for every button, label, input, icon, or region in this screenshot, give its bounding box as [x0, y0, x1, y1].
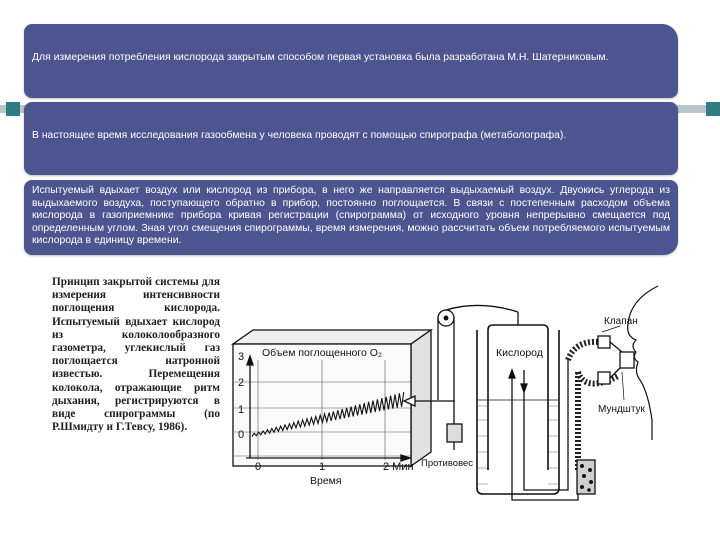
x-tick-1: 1 [319, 461, 326, 473]
x-axis-label: Время [310, 475, 342, 487]
label-valve: Клапан [604, 316, 638, 327]
x-tick-2: 2 Мин [383, 461, 414, 473]
x-tick-0: 0 [255, 461, 262, 473]
mouthpiece [620, 352, 634, 368]
cord-top [446, 305, 518, 312]
tube-inner [524, 360, 568, 490]
y-tick-1: 1 [238, 404, 245, 416]
y-tick-2: 2 [238, 377, 245, 389]
label-mouthpiece: Мундштук [598, 404, 645, 415]
soda-lime-canister [577, 460, 595, 494]
water-hatching [478, 406, 558, 484]
y-tick-3: 3 [238, 351, 245, 363]
label-counterweight: Противовес [421, 458, 474, 469]
text-block-2: В настоящее время исследования газообмена у человека проводят с помощью спирографа (метаболографа). [24, 102, 678, 175]
valve-upper [598, 336, 610, 348]
y-tick-0: 0 [238, 429, 245, 441]
counterweight [447, 424, 462, 442]
drum-top-face [233, 330, 431, 344]
valve-lower [598, 372, 610, 384]
text-block-3: Испытуемый вдыхает воздух или кислород из прибора, в него же направляется выдыхаемый воздух. Двуокись углерода из выдыхаемого воздуха, поступающего обратно в прибор, постоянно поглощается. В связи с постепенным расходом объема кислорода в газоприемнике прибора кривая регистрации (спирограмма) от исходного уровня непрерывно смещается под определенным углом. Зная угол смещения спирограммы, время измерения, можно рассчитать объем потребляемого испытуемым кислорода в единицу времени. [24, 180, 678, 255]
label-oxygen: Кислород [496, 347, 543, 359]
y-axis-label: Объем поглощенного O₂ [262, 347, 382, 359]
figure-caption: Принцип закрытой системы для измерения интенсивности поглощения кислорода. Испытуемый вдыхает кислород из колоколообразного газометра, углекислый газ поглощается натронной известью. Перемещения колокола, отражающие ритм дыхания, регистрируются в виде спирограммы (по Р.Шмидту и Г.Тевсу, 1986). [52, 276, 220, 434]
text-block-1: Для измерения потребления кислорода закрытым способом первая установка была разработана М.Н. Шатерниковым. [24, 24, 678, 98]
